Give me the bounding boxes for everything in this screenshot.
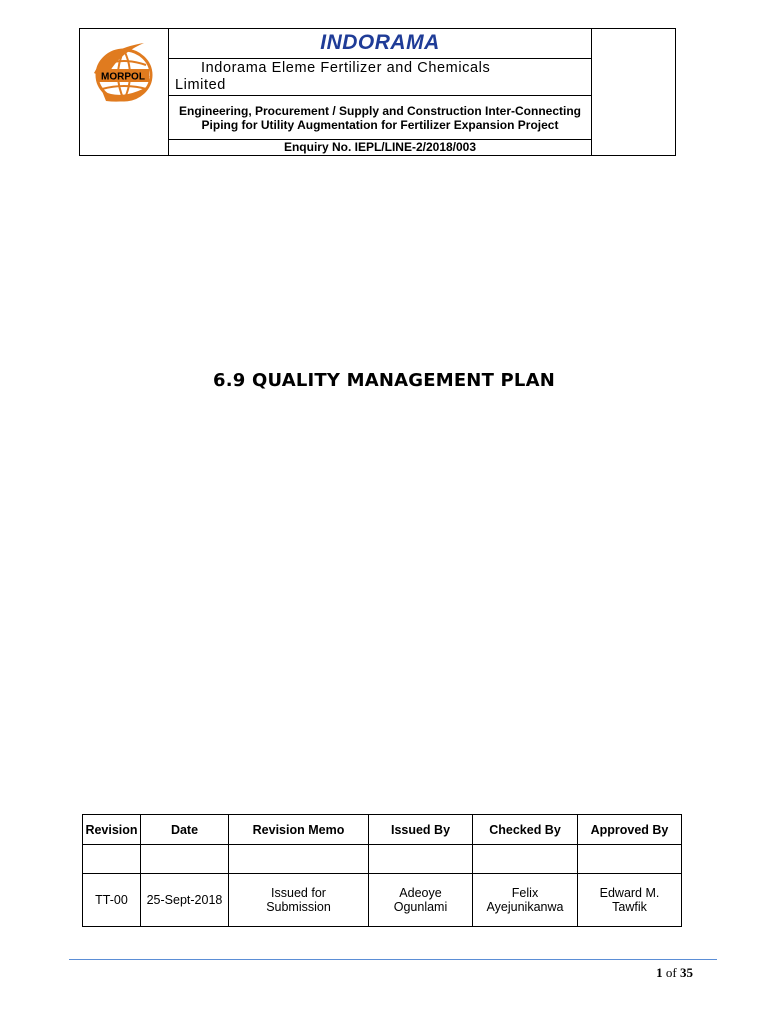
current-page: 1 — [656, 965, 663, 980]
company-name-line-1: Indorama Eleme Fertilizer and Chemicals — [201, 60, 491, 77]
table-cell — [578, 845, 682, 874]
project-title: Engineering, Procurement / Supply and Construction Inter-Connecting Piping for Utility Augmentation for Fertilizer Expansion Project — [169, 96, 592, 140]
revision-table — [82, 814, 682, 927]
document-header — [79, 28, 676, 156]
table-cell — [473, 845, 578, 874]
column-header: Issued By — [369, 815, 473, 845]
table-header-row — [83, 815, 682, 845]
column-header: Date — [141, 815, 229, 845]
brand-logo: INDORAMA — [320, 31, 440, 55]
table-cell: Issued for Submission — [229, 874, 369, 927]
logo-cell — [80, 29, 169, 156]
blank-right-cell — [592, 29, 676, 156]
column-header: Approved By — [578, 815, 682, 845]
total-pages: 35 — [680, 965, 693, 980]
table-cell: Adeoye Ogunlami — [369, 874, 473, 927]
company-name-line-2: Limited — [175, 77, 226, 94]
table-cell: Felix Ayejunikanwa — [473, 874, 578, 927]
logo-label: MORPOL — [101, 71, 145, 83]
footer-divider — [69, 959, 717, 960]
table-cell — [83, 845, 141, 874]
table-row — [83, 845, 682, 874]
table-cell — [141, 845, 229, 874]
morpol-logo — [80, 29, 168, 150]
column-header: Revision Memo — [229, 815, 369, 845]
brand-cell — [169, 29, 592, 59]
table-cell: TT-00 — [83, 874, 141, 927]
column-header: Checked By — [473, 815, 578, 845]
column-header: Revision — [83, 815, 141, 845]
page-number — [656, 965, 693, 981]
table-cell — [229, 845, 369, 874]
table-cell: Edward M. Tawfik — [578, 874, 682, 927]
table-cell: 25-Sept-2018 — [141, 874, 229, 927]
table-cell — [369, 845, 473, 874]
company-name-cell — [169, 58, 592, 95]
document-title: 6.9 QUALITY MANAGEMENT PLAN — [213, 370, 555, 391]
table-row — [83, 874, 682, 927]
enquiry-number: Enquiry No. IEPL/LINE-2/2018/003 — [169, 139, 592, 155]
page-of-label: of — [665, 965, 677, 980]
